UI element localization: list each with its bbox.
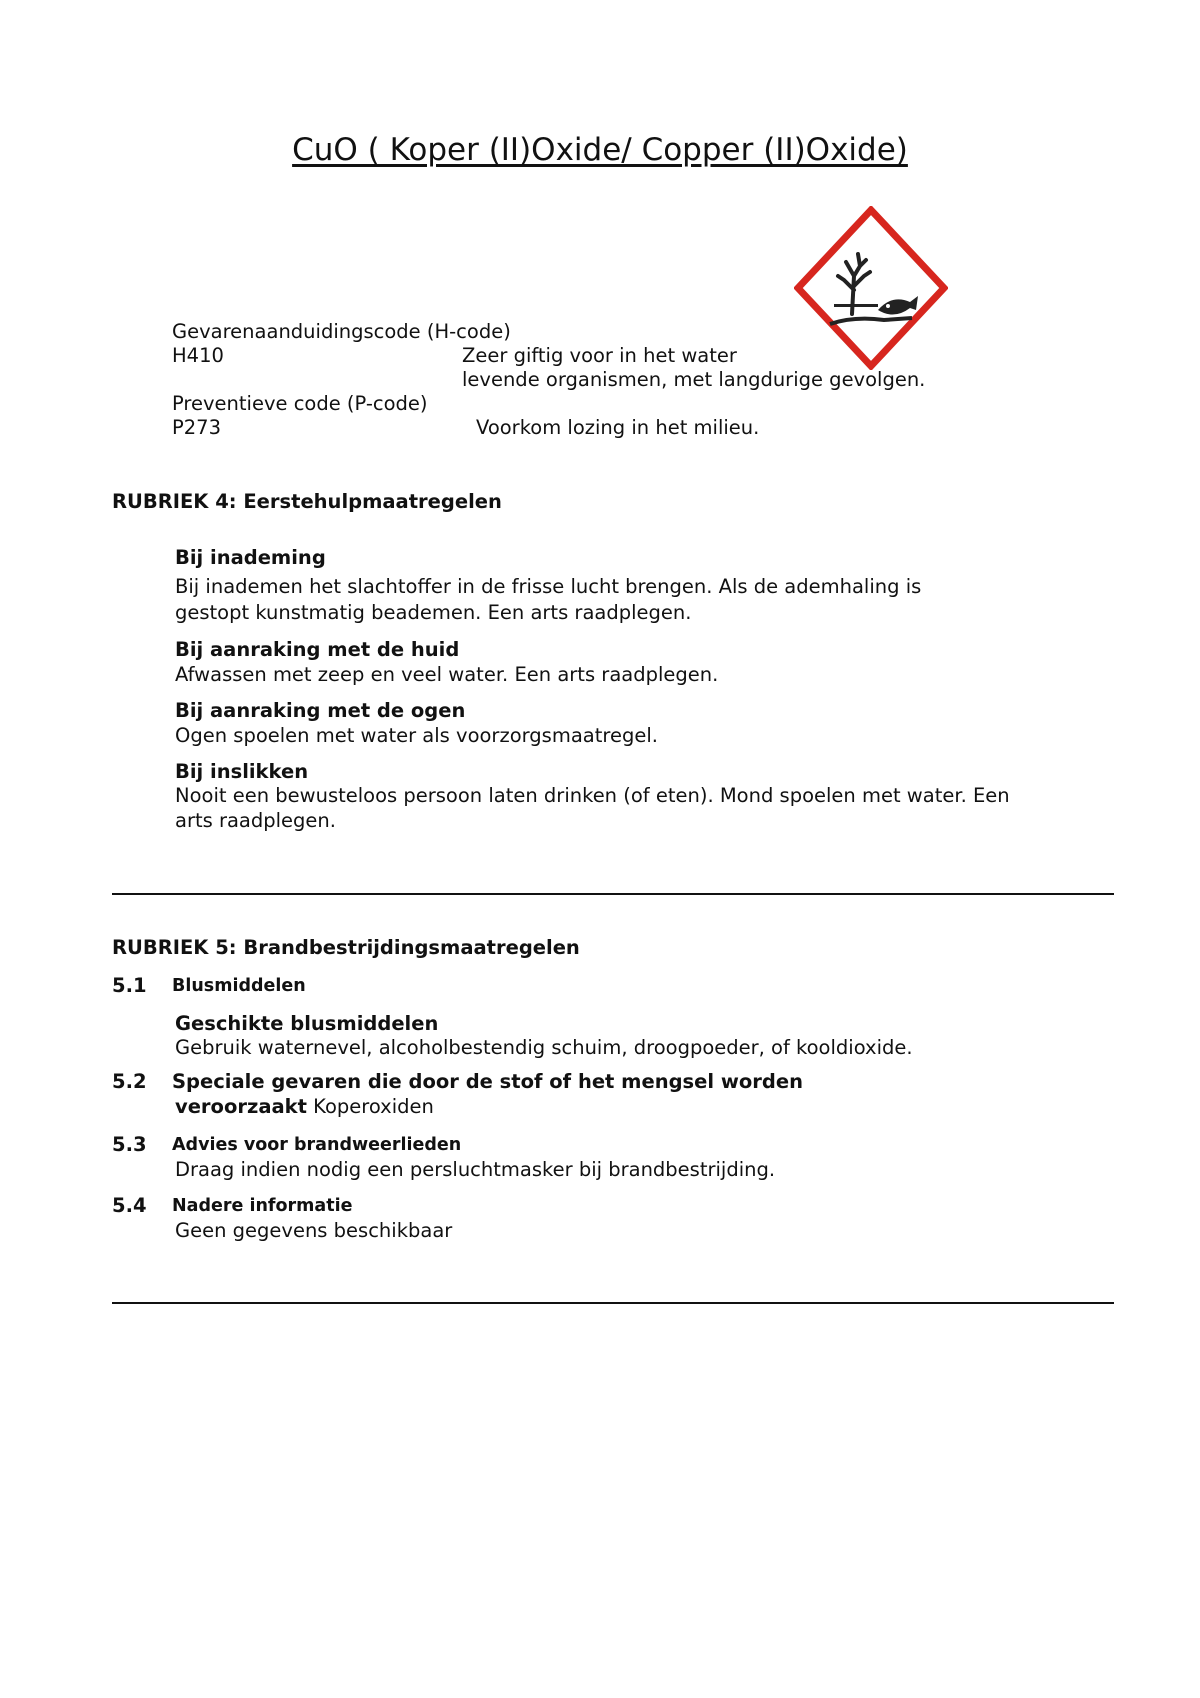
h-code-text-line1: Zeer giftig voor in het water bbox=[462, 344, 737, 367]
section4-item-title: Bij inademing bbox=[175, 546, 326, 569]
section4-item-line: Nooit een bewusteloos persoon laten drinken (of eten). Mond spoelen met water. Een bbox=[175, 784, 1010, 807]
subsection-title-line2 bbox=[175, 1095, 434, 1118]
p-code-text: Voorkom lozing in het milieu. bbox=[476, 416, 760, 439]
subsection-number: 5.4 bbox=[112, 1194, 147, 1217]
subsection-subtitle: Geschikte blusmiddelen bbox=[175, 1012, 439, 1035]
subsection-text: Koperoxiden bbox=[313, 1095, 434, 1118]
section4-item-title: Bij aanraking met de huid bbox=[175, 638, 460, 661]
section4-item-line: Bij inademen het slachtoffer in de frisse lucht brengen. Als de ademhaling is bbox=[175, 575, 922, 598]
subsection-title-cont: veroorzaakt bbox=[175, 1095, 307, 1118]
p-code: P273 bbox=[172, 416, 221, 439]
section4-item-line: Afwassen met zeep en veel water. Een arts raadplegen. bbox=[175, 663, 719, 686]
divider bbox=[112, 893, 1114, 895]
subsection-title: Nadere informatie bbox=[172, 1196, 353, 1216]
section4-item-line: arts raadplegen. bbox=[175, 809, 336, 832]
h-code: H410 bbox=[172, 344, 224, 367]
section4-item-line: gestopt kunstmatig beademen. Een arts raadplegen. bbox=[175, 601, 692, 624]
subsection-number: 5.3 bbox=[112, 1133, 147, 1156]
subsection-text: Draag indien nodig een persluchtmasker bij brandbestrijding. bbox=[175, 1158, 776, 1181]
divider bbox=[112, 1302, 1114, 1304]
p-code-heading: Preventieve code (P-code) bbox=[172, 392, 428, 415]
subsection-text: Geen gegevens beschikbaar bbox=[175, 1219, 453, 1242]
ghs09-environment-icon bbox=[794, 206, 948, 370]
section4-heading: RUBRIEK 4: Eerstehulpmaatregelen bbox=[112, 490, 502, 513]
subsection-number: 5.1 bbox=[112, 974, 147, 997]
h-code-heading: Gevarenaanduidingscode (H-code) bbox=[172, 320, 511, 343]
section4-item-line: Ogen spoelen met water als voorzorgsmaatregel. bbox=[175, 724, 658, 747]
document-title: CuO ( Koper (II)Oxide/ Copper (II)Oxide) bbox=[292, 132, 908, 168]
subsection-title: Advies voor brandweerlieden bbox=[172, 1135, 462, 1155]
section5-heading: RUBRIEK 5: Brandbestrijdingsmaatregelen bbox=[112, 936, 580, 959]
subsection-number: 5.2 bbox=[112, 1070, 147, 1093]
h-code-text-line2: levende organismen, met langdurige gevolgen. bbox=[462, 368, 926, 391]
section4-item-title: Bij inslikken bbox=[175, 760, 309, 783]
section4-item-title: Bij aanraking met de ogen bbox=[175, 699, 466, 722]
subsection-text: Gebruik waternevel, alcoholbestendig schuim, droogpoeder, of kooldioxide. bbox=[175, 1036, 913, 1059]
subsection-title: Blusmiddelen bbox=[172, 976, 306, 996]
subsection-title: Speciale gevaren die door de stof of het mengsel worden bbox=[172, 1070, 803, 1093]
